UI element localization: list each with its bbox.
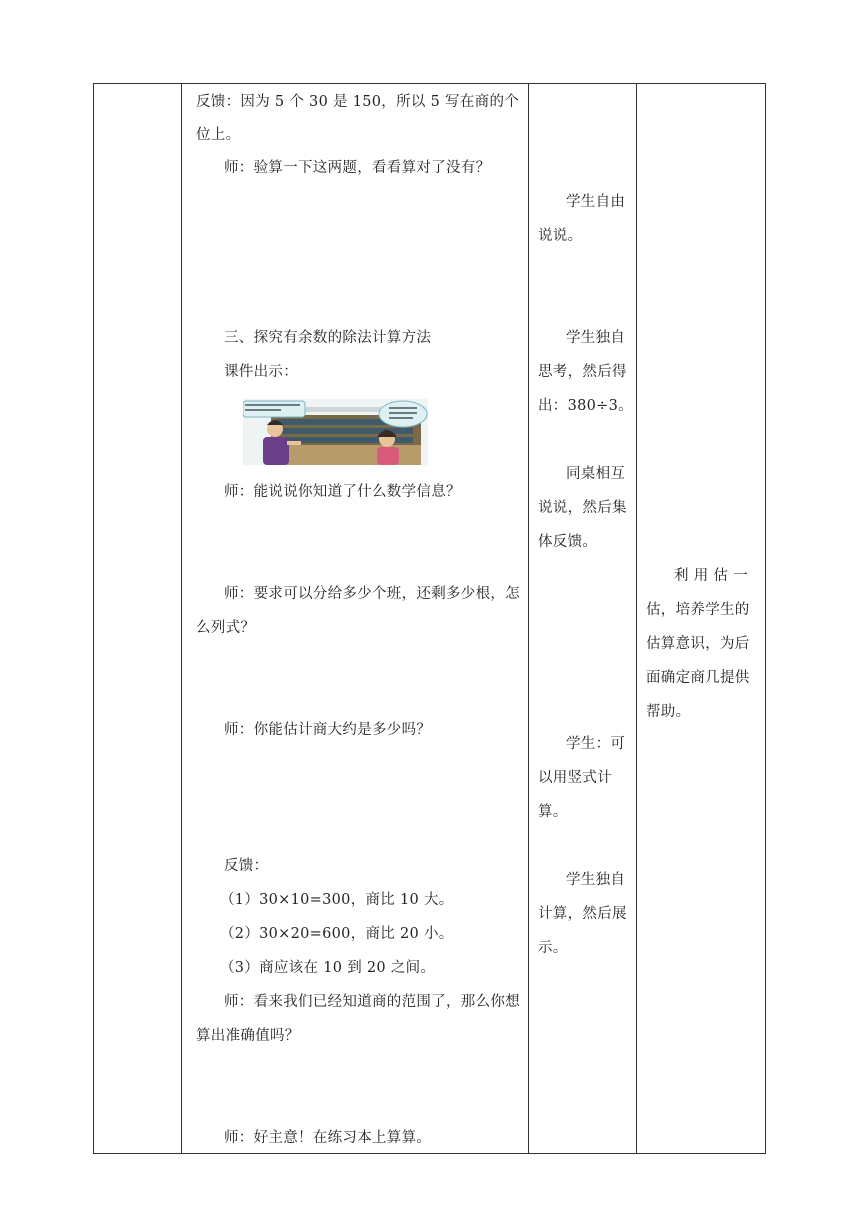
feedback-heading: 反馈： (224, 858, 269, 874)
student-activity-1-line-2: 说说。 (538, 228, 583, 244)
teacher-question-estimate: 师：你能估计商大约是多少吗？ (224, 722, 432, 738)
design-intent-line-4: 面确定商几提供 (646, 670, 750, 686)
student-activity-5-line-1: 学生独自 (566, 872, 626, 888)
courseware-illustration (243, 399, 428, 465)
student-activity-5-line-3: 示。 (538, 940, 568, 956)
courseware-label: 课件出示： (224, 364, 298, 380)
classroom-scene-image (243, 399, 428, 465)
teacher-question-exact-2: 算出准确值吗？ (196, 1028, 300, 1044)
design-intent-line-1: 利 用 估 一 (674, 568, 748, 584)
cell-stage (94, 84, 181, 1153)
student-activity-2-line-3: 出：380÷3。 (538, 398, 633, 414)
student-activity-4-line-1: 学生：可 (566, 736, 626, 752)
section-three-heading: 三、探究有余数的除法计算方法 (224, 330, 432, 346)
teacher-verify: 师：验算一下这两题，看看算对了没有？ (224, 160, 491, 176)
column-divider-3 (636, 84, 637, 1153)
teacher-question-formula-2: 么列式？ (196, 620, 256, 636)
feedback-line-1: 反馈：因为 5 个 30 是 150，所以 5 写在商的个 (196, 94, 520, 110)
student-activity-3-line-2: 说说，然后集 (538, 500, 627, 516)
feedback-item-3: （3）商应该在 10 到 20 之间。 (220, 960, 436, 976)
design-intent-line-2: 估，培养学生的 (646, 602, 750, 618)
student-activity-3-line-3: 体反馈。 (538, 534, 598, 550)
student-activity-2-line-2: 思考，然后得 (538, 364, 627, 380)
student-activity-4-line-2: 以用竖式计 (538, 770, 612, 786)
student-activity-4-line-3: 算。 (538, 804, 568, 820)
student-activity-5-line-2: 计算，然后展 (538, 906, 627, 922)
design-intent-line-3: 估算意识，为后 (646, 636, 750, 652)
column-divider-1 (181, 84, 182, 1153)
teacher-question-exact-1: 师：看来我们已经知道商的范围了，那么你想 (224, 994, 520, 1010)
feedback-item-1: （1）30×10=300，商比 10 大。 (220, 892, 454, 908)
teacher-question-formula-1: 师：要求可以分给多少个班，还剩多少根，怎 (224, 586, 520, 602)
feedback-item-2: （2）30×20=600，商比 20 小。 (220, 926, 454, 942)
student-activity-1-line-1: 学生自由 (566, 194, 626, 210)
student-activity-3-line-1: 同桌相互 (566, 466, 626, 482)
design-intent-line-5: 帮助。 (646, 704, 691, 720)
student-activity-2-line-1: 学生独自 (566, 330, 626, 346)
teacher-question-info: 师：能说说你知道了什么数学信息？ (224, 484, 461, 500)
feedback-line-2: 位上。 (196, 127, 241, 143)
teacher-good-idea: 师：好主意！在练习本上算算。 (224, 1130, 432, 1146)
column-divider-2 (528, 84, 529, 1153)
